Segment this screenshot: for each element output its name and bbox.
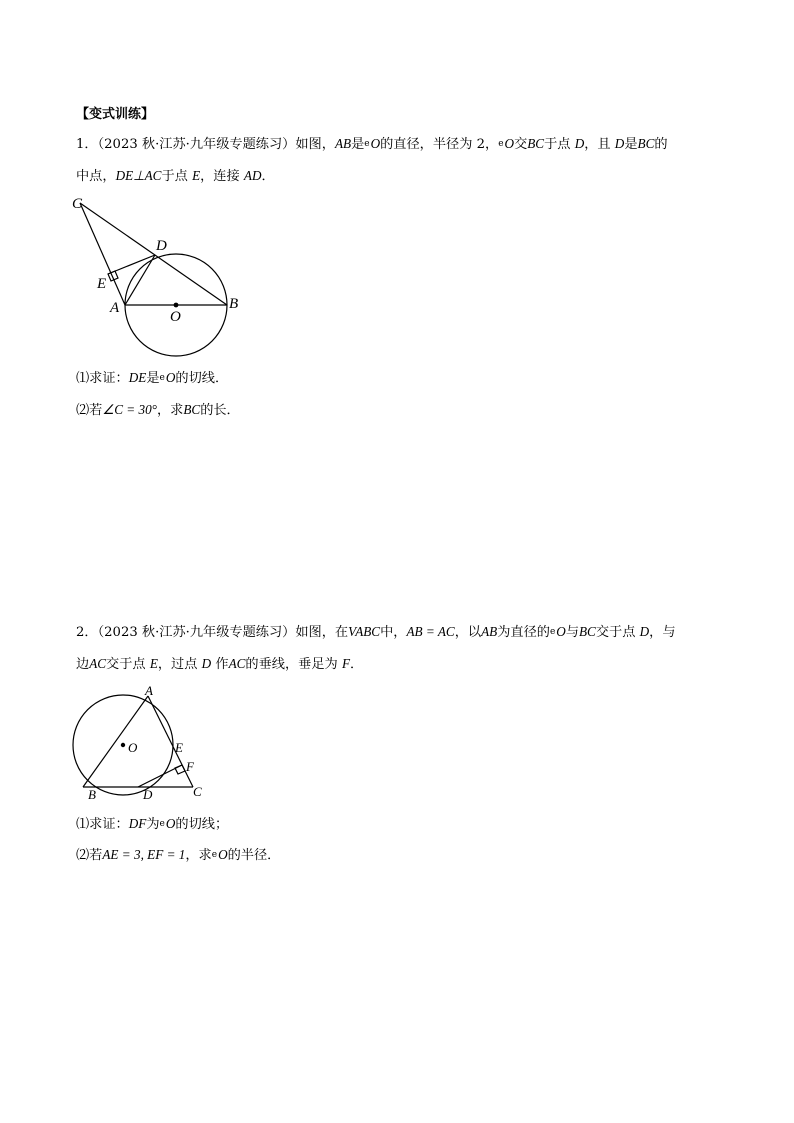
circle-symbol-icon: e	[498, 139, 504, 149]
center-dot	[174, 303, 179, 308]
segment-ab: AB	[481, 624, 498, 639]
text: ，且	[584, 137, 615, 152]
problem-number: 1．	[76, 137, 98, 152]
text: 为	[146, 817, 160, 832]
segment-ab: AB	[334, 136, 352, 151]
text: ．	[350, 657, 364, 672]
segment-bc: BC	[579, 624, 596, 639]
point-d: D	[614, 136, 625, 151]
text: 的垂线，垂足为	[245, 657, 342, 672]
point-d: D	[574, 136, 585, 151]
label-b: B	[229, 296, 239, 312]
text: ⑵若	[76, 848, 103, 863]
segment-ad: AD	[243, 168, 262, 183]
segment-df: DF	[128, 816, 147, 831]
right-angle-mark	[175, 765, 185, 774]
ab-eq-ac: AB = AC	[406, 624, 455, 639]
text: ，以	[454, 625, 482, 640]
text: 是	[624, 137, 638, 152]
label-c: C	[72, 196, 83, 212]
point-o: O	[165, 370, 176, 385]
point-o: O	[218, 847, 228, 862]
center-dot	[121, 743, 125, 747]
problem-number: 2．	[76, 625, 98, 640]
text: 是	[351, 137, 365, 152]
text: 作	[211, 657, 229, 672]
label-d: D	[156, 238, 167, 254]
label-c: C	[193, 784, 202, 799]
segment-bc: BC	[183, 402, 201, 417]
label-e: E	[175, 740, 183, 755]
text: ，过点	[157, 657, 202, 672]
point-d: D	[639, 624, 650, 639]
point-e: E	[192, 168, 201, 183]
angle-c: ∠C = 30°	[102, 402, 157, 417]
text: 交	[514, 137, 528, 152]
segment-ad-line	[125, 255, 155, 305]
text: ⑵若	[76, 403, 103, 418]
text: 交于点	[106, 657, 150, 672]
text: ⑴求证：	[76, 817, 129, 832]
text: 于点	[544, 137, 575, 152]
text: 中点，	[76, 169, 116, 184]
label-o: O	[128, 740, 138, 755]
segment-ac: AC	[89, 656, 107, 671]
text: 与	[565, 625, 579, 640]
right-angle-mark	[108, 271, 118, 281]
label-a: A	[110, 300, 120, 316]
problem-source: （2023 秋·江苏·九年级专题练习）	[97, 137, 296, 152]
segment-bc: BC	[637, 136, 655, 151]
point-d: D	[201, 656, 212, 671]
text: 如图，	[295, 137, 335, 152]
circle-symbol-icon: e	[364, 139, 370, 149]
problem1-line2	[76, 167, 275, 186]
problem2-line1	[76, 623, 676, 642]
problem2-question2	[76, 846, 280, 865]
figure1-diagram	[60, 190, 260, 365]
label-e: E	[97, 276, 107, 292]
text: ．	[261, 169, 275, 184]
point-f: F	[341, 656, 350, 671]
text: 于点	[161, 169, 193, 184]
text: ⑴求证：	[76, 371, 129, 386]
text: 交于点	[595, 625, 640, 640]
circle-symbol-icon: e	[549, 627, 556, 637]
segment-de: DE	[128, 370, 147, 385]
segment-ab-line	[83, 696, 148, 787]
text: 边	[76, 657, 90, 672]
point-o: O	[165, 816, 176, 831]
text: 是	[146, 371, 160, 386]
figure2-diagram	[66, 680, 216, 800]
problem1-question1	[76, 369, 228, 388]
text: ，求	[156, 403, 184, 418]
label-b: B	[88, 787, 96, 802]
given-values: AE = 3, EF = 1	[102, 847, 186, 862]
text: ，与	[649, 625, 676, 640]
point-o: O	[370, 136, 381, 151]
label-o: O	[170, 309, 181, 325]
text: 的半径．	[227, 848, 281, 863]
text: ，连接	[200, 169, 244, 184]
label-f: F	[186, 759, 194, 774]
point-o: O	[504, 136, 515, 151]
circle-symbol-icon: e	[159, 373, 165, 383]
de-perp-ac: DE⊥AC	[115, 168, 162, 183]
text: 的	[654, 137, 668, 152]
point-e: E	[149, 656, 158, 671]
text: 的切线．	[175, 371, 229, 386]
problem2-question1	[76, 815, 228, 834]
triangle-abc: VABC	[348, 624, 381, 639]
problem-source: （2023 秋·江苏·九年级专题练习）	[97, 625, 296, 640]
text: ，求	[185, 848, 212, 863]
text: 的直径，半径为 2，	[380, 137, 499, 152]
text: 的长．	[200, 403, 240, 418]
problem2-line2	[76, 655, 363, 674]
problem1-question2	[76, 401, 240, 420]
circle-symbol-icon: e	[211, 850, 218, 860]
text: 中，	[380, 625, 407, 640]
text: 为直径的	[497, 625, 550, 640]
segment-ac: AC	[228, 656, 246, 671]
problem1-line1	[76, 135, 668, 154]
point-o: O	[556, 624, 566, 639]
text: 的切线；	[175, 817, 229, 832]
label-a: A	[145, 683, 153, 698]
text: 如图，在	[295, 625, 349, 640]
section-title: 【变式训练】	[76, 107, 155, 122]
circle-symbol-icon: e	[159, 819, 165, 829]
label-d: D	[143, 787, 153, 802]
segment-bc: BC	[527, 136, 545, 151]
